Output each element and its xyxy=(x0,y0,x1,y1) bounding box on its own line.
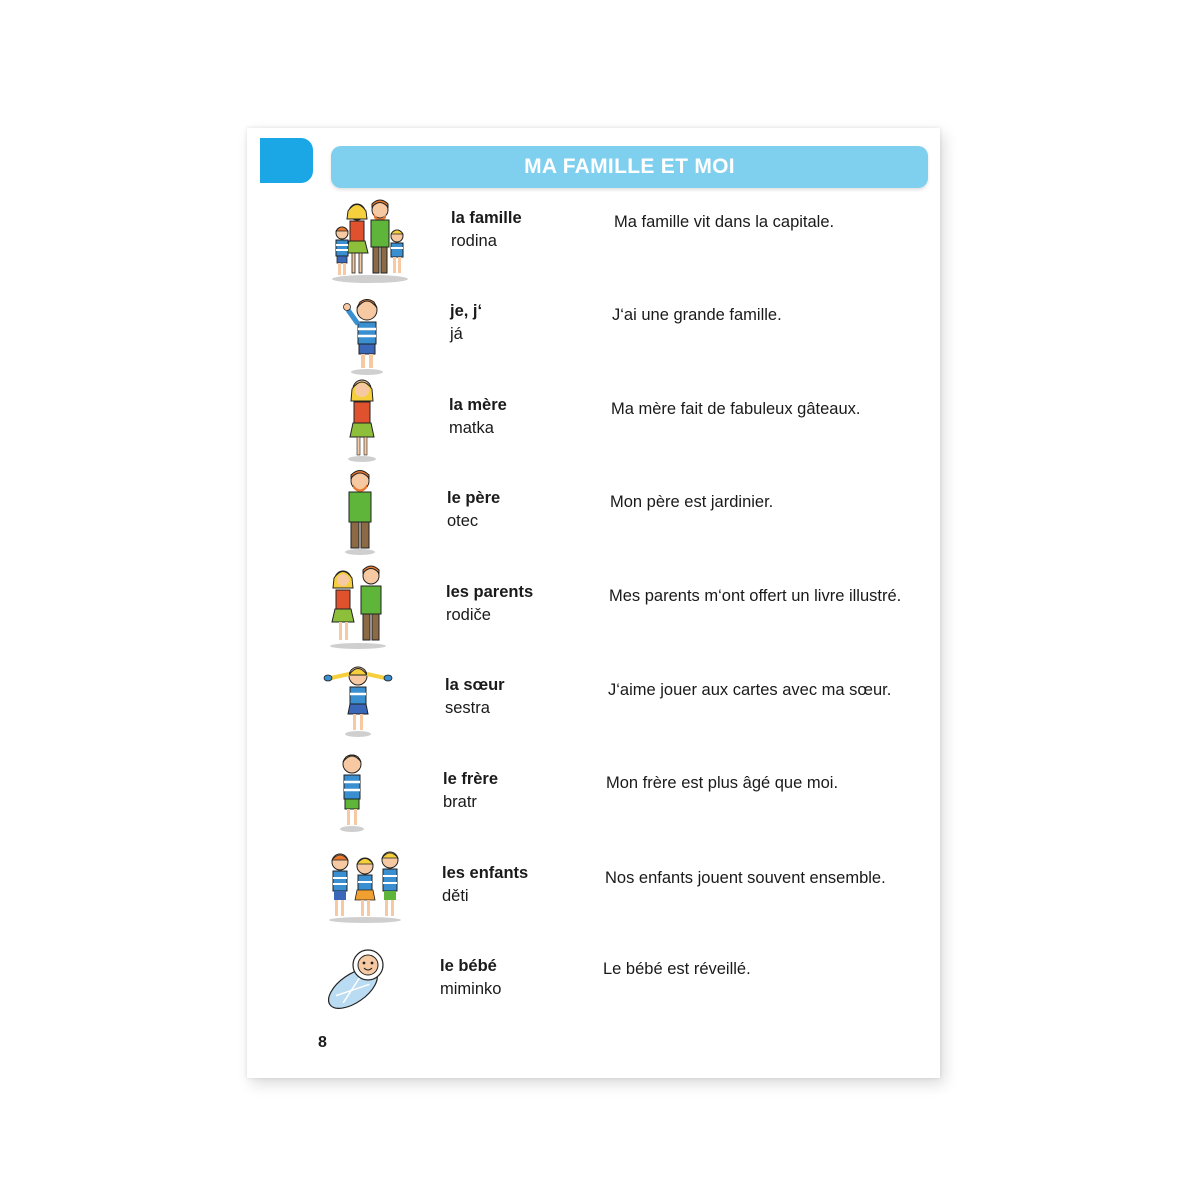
french-word: les parents xyxy=(446,583,534,601)
example-sentence: Mon frère est plus âgé que moi. xyxy=(606,774,839,792)
czech-translation: já xyxy=(450,325,463,343)
children-icon xyxy=(320,840,410,930)
example-sentence: Le bébé est réveillé. xyxy=(603,960,751,978)
father-icon xyxy=(315,468,405,558)
example-sentence: J‘aime jouer aux cartes avec ma sœur. xyxy=(608,681,892,699)
example-sentence: J‘ai une grande famille. xyxy=(612,306,782,324)
czech-translation: sestra xyxy=(445,699,490,717)
czech-translation: rodina xyxy=(451,232,497,250)
french-word: le père xyxy=(447,489,501,507)
french-word: la famille xyxy=(451,209,522,227)
brother-icon xyxy=(307,747,397,837)
czech-translation: matka xyxy=(449,419,494,437)
baby-icon xyxy=(308,935,398,1025)
example-sentence: Mon père est jardinier. xyxy=(610,493,774,511)
mother-icon xyxy=(317,375,407,465)
czech-translation: bratr xyxy=(443,793,477,811)
french-word: les enfants xyxy=(442,864,529,882)
example-sentence: Ma famille vit dans la capitale. xyxy=(614,213,835,231)
page-number: 8 xyxy=(318,1034,327,1051)
french-word: le bébé xyxy=(440,957,497,975)
example-sentence: Ma mère fait de fabuleux gâteaux. xyxy=(611,400,861,418)
czech-translation: děti xyxy=(442,887,469,905)
parents-icon xyxy=(313,562,403,652)
french-word: le frère xyxy=(443,770,499,788)
czech-translation: otec xyxy=(447,512,479,530)
czech-translation: rodiče xyxy=(446,606,491,624)
title-bar xyxy=(331,146,928,188)
french-word: je, j‘ xyxy=(450,302,483,320)
french-word: la mère xyxy=(449,396,507,414)
family-icon xyxy=(325,195,415,285)
boy-waving-icon xyxy=(322,288,412,378)
example-sentence: Nos enfants jouent souvent ensemble. xyxy=(605,869,886,887)
french-word: la sœur xyxy=(445,676,505,694)
czech-translation: miminko xyxy=(440,980,502,998)
section-tab-marker xyxy=(260,138,313,183)
page-title: MA FAMILLE ET MOI xyxy=(524,155,735,178)
example-sentence: Mes parents m‘ont offert un livre illustré. xyxy=(609,587,902,605)
sister-icon xyxy=(313,656,403,746)
